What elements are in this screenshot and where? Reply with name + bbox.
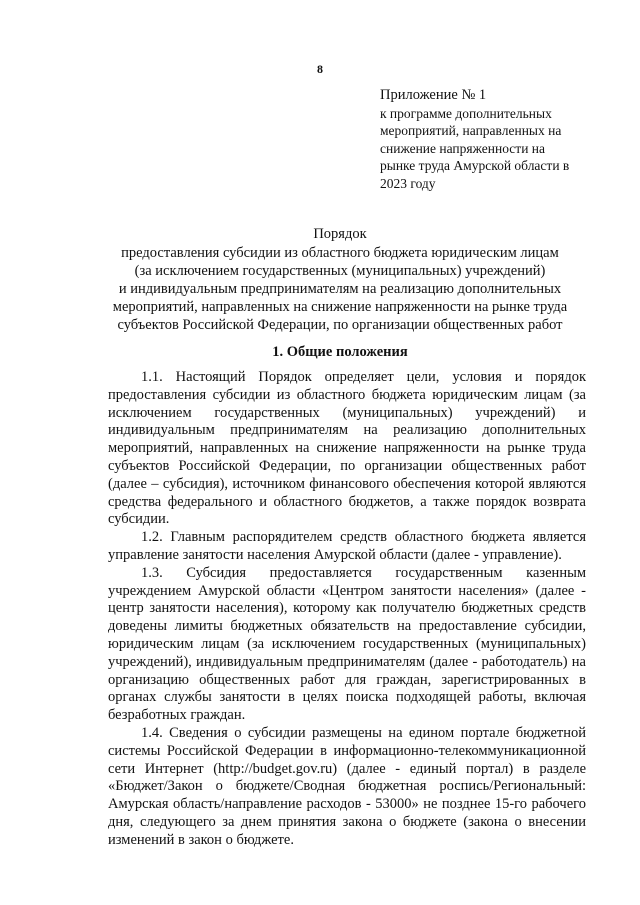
section-heading: 1. Общие положения	[272, 344, 408, 360]
appendix-line: к программе дополнительных	[380, 105, 552, 121]
appendix-line: снижение напряженности на	[380, 140, 546, 156]
appendix-block	[380, 87, 590, 192]
document-title-block	[90, 225, 590, 334]
paragraph-1-4: 1.4. Сведения о субсидии размещены на едином портале бюджетной системы Российской Федерации в информационно-телекоммуникационной сети Интернет (http://budget.gov.ru) (далее - единый портал) в разделе «Бюджет/Закон о бюджете/Сводная бюджетная роспись/Региональный: Амурская область/направление расходов - 53000» не позднее 15-го рабочего дня, следующего за днем принятия закона о бюджете (закона о внесении изменений в закон о бюджете.	[108, 724, 586, 848]
section-body	[108, 369, 586, 850]
document-subtitle-line: субъектов Российской Федерации, по организации общественных работ	[117, 317, 563, 333]
document-subtitle-line: предоставления субсидии из областного бюджета юридическим лицам	[121, 245, 559, 261]
document-subtitle-line: и индивидуальным предпринимателям на реализацию дополнительных	[118, 281, 562, 297]
document-title: Порядок	[313, 226, 367, 242]
appendix-line: 2023 году	[380, 175, 436, 191]
page-number: 8	[317, 62, 323, 76]
paragraph-1-3: 1.3. Субсидия предоставляется государственным казенным учреждением Амурской области «Центром занятости населения» (далее - центр занятости населения), которому как получателю бюджетных средств доведены лимиты бюджетных обязательств на предоставление субсидии, юридическим лицам (за исключением государственных (муниципальных) учреждений), индивидуальным предпринимателям (далее - работодатель) на организацию общественных работ для граждан, зарегистрированных в органах службы занятости в целях поиска подходящей работы, включая безработных граждан.	[108, 564, 586, 724]
appendix-title: Приложение № 1	[380, 87, 487, 103]
document-subtitle-line: мероприятий, направленных на снижение напряженности на рынке труда	[112, 299, 568, 315]
appendix-line: мероприятий, направленных на	[380, 123, 562, 138]
appendix-line: рынке труда Амурской области в	[380, 158, 570, 173]
document-subtitle-line: (за исключением государственных (муниципальных) учреждений)	[134, 263, 546, 279]
paragraph-1-1: 1.1. Настоящий Порядок определяет цели, условия и порядок предоставления субсидии из областного бюджета юридическим лицам (за исключением государственных (муниципальных) учреждений) и индивидуальным предпринимателям на реализацию дополнительных мероприятий, направленных на снижение напряженности на рынке труда субъектов Российской Федерации, по организации общественных работ (далее – субсидия), источником финансового обеспечения которой являются средства федерального и областного бюджетов, а также порядок возврата субсидии.	[108, 369, 586, 528]
paragraph-1-2: 1.2. Главным распорядителем средств областного бюджета является управление занятости населения Амурской области (далее - управление).	[108, 529, 586, 563]
